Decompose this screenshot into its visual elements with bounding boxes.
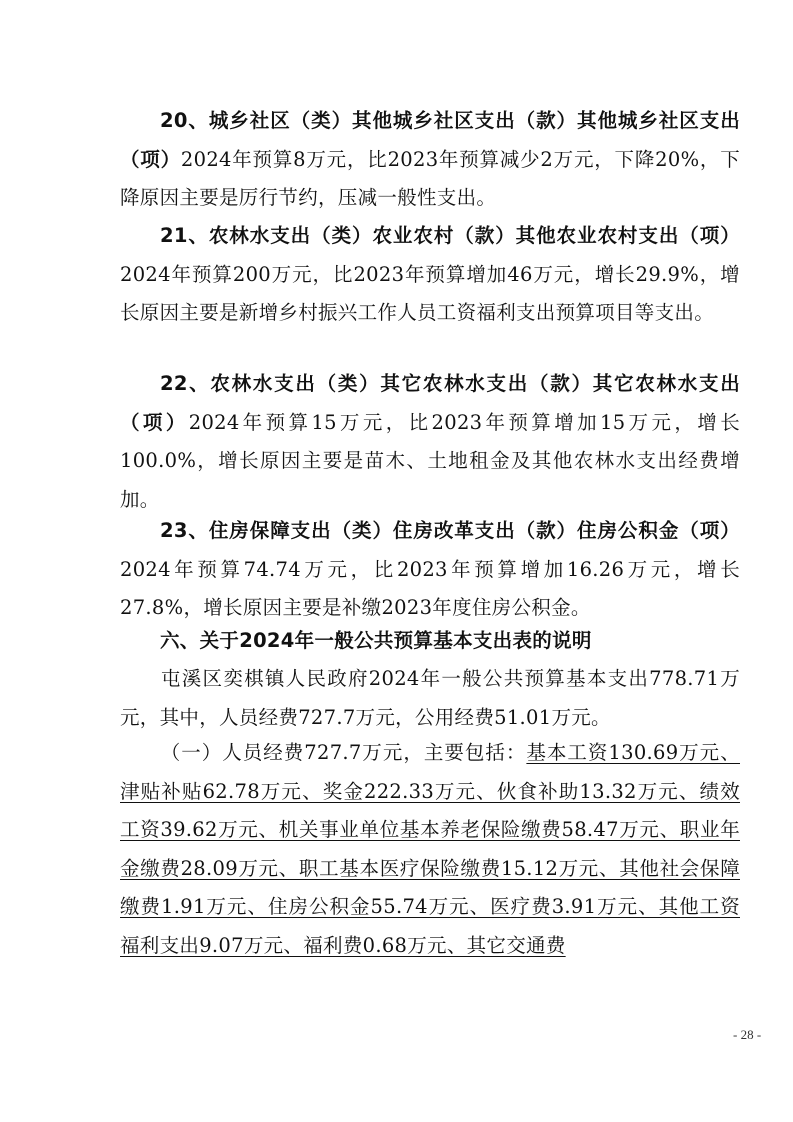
- summary-text: 屯溪区奕棋镇人民政府2024年一般公共预算基本支出778.71万元，其中，人员经费727.7万元，公用经费51.01万元。: [120, 667, 740, 729]
- item-22-body: 2024年预算15万元，比2023年预算增加15万元，增长100.0%，增长原因主要是苗木、土地租金及其他农林水支出经费增加。: [120, 410, 740, 511]
- paragraph-item-20: [120, 102, 740, 218]
- section-6-heading: [120, 622, 740, 661]
- personnel-breakdown: 基本工资130.69万元、津贴补贴62.78万元、奖金222.33万元、伙食补助13.32万元、绩效工资39.62万元、机关事业单位基本养老保险缴费58.47万元、职业年金缴费28.09万元、职工基本医疗保险缴费15.12万元、其他社会保障缴费1.91万元、住房公积金55.74万元、医疗费3.91万元、其他工资福利支出9.07万元、福利费0.68万元、其它交通费: [120, 741, 740, 957]
- page-number: - 28 -: [733, 1027, 762, 1042]
- paragraph-item-21: [120, 217, 740, 333]
- paragraph-personnel-expenses: [120, 734, 740, 965]
- personnel-lead: （一）人员经费727.7万元，主要包括：: [160, 741, 527, 764]
- item-21-body: 2024年预算200万元，比2023年预算增加46万元，增长29.9%，增长原因主要是新增乡村振兴工作人员工资福利支出预算项目等支出。: [120, 262, 740, 324]
- item-23-heading: 23、住房保障支出（类）住房改革支出（款）住房公积金（项）: [160, 519, 740, 542]
- paragraph-item-23: [120, 512, 740, 628]
- section-6-title: 六、关于2024年一般公共预算基本支出表的说明: [160, 629, 592, 652]
- paragraph-basic-expenditure-summary: [120, 660, 740, 737]
- paragraph-item-22: [120, 365, 740, 519]
- item-20-heading: 20、城乡社区（类）其他城乡社区支出（款）其他城乡社区支出（项）: [120, 109, 740, 171]
- item-23-body: 2024年预算74.74万元，比2023年预算增加16.26万元，增长27.8%，增长原因主要是补缴2023年度住房公积金。: [120, 557, 740, 619]
- item-22-heading: 22、农林水支出（类）其它农林水支出（款）其它农林水支出（项）: [120, 372, 740, 434]
- item-20-body: 2024年预算8万元，比2023年预算减少2万元，下降20%，下降原因主要是厉行节约，压减一般性支出。: [120, 147, 740, 209]
- item-21-heading: 21、农林水支出（类）农业农村（款）其他农业农村支出（项）: [160, 224, 740, 247]
